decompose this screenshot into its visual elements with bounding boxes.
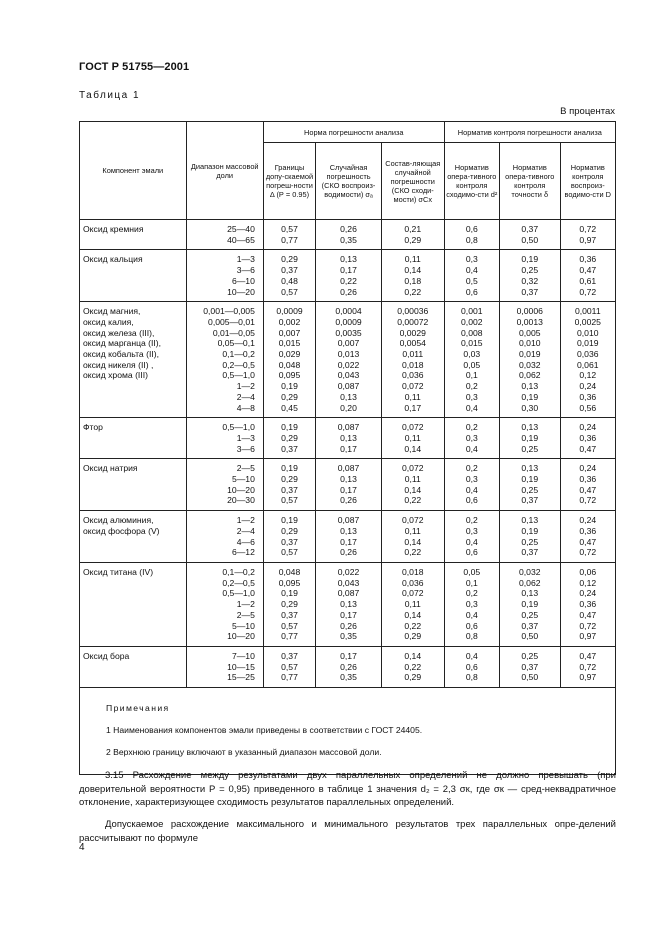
systematic-cell: 0,14 0,22 0,29 [381,646,444,687]
reproducibility-cell: 0,24 0,36 0,47 [560,418,615,459]
reproducibility-cell: 0,0011 0,0025 0,010 0,019 0,036 0,061 0,12 0,24 0,36 0,56 [560,302,615,418]
limits-cell: 0,19 0,29 0,37 0,57 [263,511,315,563]
header-reproducibility-norm: Норматив контроля воспроиз-водимо-сти D [560,143,615,220]
random-cell: 0,17 0,26 0,35 [316,646,382,687]
convergence-cell: 0,6 0,8 [444,220,499,250]
convergence-cell: 0,2 0,3 0,4 0,6 [444,459,499,511]
range-cell: 0,1—0,2 0,2—0,5 0,5—1,0 1—2 2—5 5—10 10—20 [186,562,263,646]
notes-title: Примечания [106,703,170,714]
component-cell: Оксид титана (IV) [80,562,187,646]
header-component: Компонент эмали [80,122,187,220]
table-notes [80,688,616,775]
accuracy-cell: 0,13 0,19 0,25 0,37 [499,459,560,511]
accuracy-cell: 0,0006 0,0013 0,005 0,010 0,019 0,032 0,062 0,13 0,19 0,30 [499,302,560,418]
header-control-group: Норматив контроля погрешности анализа [444,122,615,143]
accuracy-cell: 0,13 0,19 0,25 [499,418,560,459]
component-cell: Оксид кальция [80,250,187,302]
component-cell: Оксид магния, оксид калия, оксид железа (III), оксид марганца (II), оксид кобальта (II), оксид никеля (II) , оксид хрома (III) [80,302,187,418]
convergence-cell: 0,4 0,6 0,8 [444,646,499,687]
component-cell: Оксид натрия [80,459,187,511]
limits-cell: 0,19 0,29 0,37 0,57 [263,459,315,511]
table-row [80,459,616,511]
table-row [80,646,616,687]
table-row [80,511,616,563]
random-cell: 0,26 0,35 [316,220,382,250]
page-number: 4 [79,842,85,853]
header-random-error: Случайная погрешность (СКО воспроиз-водимости) σₐ [316,143,382,220]
accuracy-cell: 0,25 0,37 0,50 [499,646,560,687]
reproducibility-cell: 0,06 0,12 0,24 0,36 0,47 0,72 0,97 [560,562,615,646]
systematic-cell: 0,072 0,11 0,14 0,22 [381,459,444,511]
reproducibility-cell: 0,72 0,97 [560,220,615,250]
convergence-cell: 0,3 0,4 0,5 0,6 [444,250,499,302]
random-cell: 0,022 0,043 0,087 0,13 0,17 0,26 0,35 [316,562,382,646]
random-cell: 0,087 0,13 0,17 0,26 [316,459,382,511]
accuracy-cell: 0,13 0,19 0,25 0,37 [499,511,560,563]
limits-cell: 0,048 0,095 0,19 0,29 0,37 0,57 0,77 [263,562,315,646]
systematic-cell: 0,00036 0,00072 0,0029 0,0054 0,011 0,018 0,036 0,072 0,11 0,17 [381,302,444,418]
header-range: Диапазон массовой доли [186,122,263,220]
table-caption: Таблица 1 [79,90,141,101]
header-systematic-error: Состав-ляющая случайной погрешности (СКО сходи-мости) σСх [381,143,444,220]
range-cell: 0,5—1,0 1—3 3—6 [186,418,263,459]
note-item: 2 Верхнюю границу включают в указанный диапазон массовой доли. [106,747,382,758]
precision-norms-table [79,121,616,775]
random-cell: 0,13 0,17 0,22 0,26 [316,250,382,302]
paragraph-3-15: 3.15 Расхождение между результатами двух параллельных определений не должно превышать (при доверительной вероятности Р = 0,95) приведенного в таблице 1 значения d₂ = 2,3 σк, где σк — сред-неквадратичное отклонение, характеризующее сходимость результатов параллельных определений. [79,770,616,808]
header-norm-group: Норма погрешности анализа [263,122,444,143]
convergence-cell: 0,2 0,3 0,4 [444,418,499,459]
systematic-cell: 0,11 0,14 0,18 0,22 [381,250,444,302]
component-cell: Оксид бора [80,646,187,687]
reproducibility-cell: 0,24 0,36 0,47 0,72 [560,511,615,563]
component-cell: Оксид кремния [80,220,187,250]
limits-cell: 0,57 0,77 [263,220,315,250]
systematic-cell: 0,072 0,11 0,14 [381,418,444,459]
document-standard-title: ГОСТ Р 51755—2001 [79,61,190,73]
range-cell: 7—10 10—15 15—25 [186,646,263,687]
convergence-cell: 0,2 0,3 0,4 0,6 [444,511,499,563]
limits-cell: 0,19 0,29 0,37 [263,418,315,459]
table-units-note: В процентах [560,106,615,117]
limits-cell: 0,0009 0,002 0,007 0,015 0,029 0,048 0,095 0,19 0,29 0,45 [263,302,315,418]
reproducibility-cell: 0,36 0,47 0,61 0,72 [560,250,615,302]
systematic-cell: 0,018 0,036 0,072 0,11 0,14 0,22 0,29 [381,562,444,646]
convergence-cell: 0,001 0,002 0,008 0,015 0,03 0,05 0,1 0,2 0,3 0,4 [444,302,499,418]
systematic-cell: 0,072 0,11 0,14 0,22 [381,511,444,563]
range-cell: 1—2 2—4 4—6 6—12 [186,511,263,563]
range-cell: 2—5 5—10 10—20 20—30 [186,459,263,511]
reproducibility-cell: 0,47 0,72 0,97 [560,646,615,687]
limits-cell: 0,37 0,57 0,77 [263,646,315,687]
table-row [80,562,616,646]
header-accuracy-norm: Норматив опера-тивного контроля точности δ [499,143,560,220]
accuracy-cell: 0,37 0,50 [499,220,560,250]
systematic-cell: 0,21 0,29 [381,220,444,250]
table-row [80,418,616,459]
table-row [80,250,616,302]
reproducibility-cell: 0,24 0,36 0,47 0,72 [560,459,615,511]
random-cell: 0,087 0,13 0,17 0,26 [316,511,382,563]
range-cell: 1—3 3—6 6—10 10—20 [186,250,263,302]
random-cell: 0,087 0,13 0,17 [316,418,382,459]
component-cell: Оксид алюминия, оксид фосфора (V) [80,511,187,563]
table-row [80,302,616,418]
component-cell: Фтор [80,418,187,459]
random-cell: 0,0004 0,0009 0,0035 0,007 0,013 0,022 0,043 0,087 0,13 0,20 [316,302,382,418]
range-cell: 25—40 40—65 [186,220,263,250]
convergence-cell: 0,05 0,1 0,2 0,3 0,4 0,6 0,8 [444,562,499,646]
table-notes-row [80,688,616,775]
limits-cell: 0,29 0,37 0,48 0,57 [263,250,315,302]
range-cell: 0,001—0,005 0,005—0,01 0,01—0,05 0,05—0,1 0,1—0,2 0,2—0,5 0,5—1,0 1—2 2—4 4—8 [186,302,263,418]
paragraph-formula-intro: Допускаемое расхождение максимального и минимального результатов трех параллельных опре-делений рассчитывают по формуле [79,819,616,844]
note-item: 1 Наименования компонентов эмали приведены в соответствии с ГОСТ 24405. [106,725,423,736]
table-row [80,220,616,250]
header-limits: Границы допу-скаемой погреш-ности Δ (Р = 0.95) [263,143,315,220]
header-convergence-norm: Норматив опера-тивного контроля сходимо-сти d² [444,143,499,220]
accuracy-cell: 0,19 0,25 0,32 0,37 [499,250,560,302]
accuracy-cell: 0,032 0,062 0,13 0,19 0,25 0,37 0,50 [499,562,560,646]
